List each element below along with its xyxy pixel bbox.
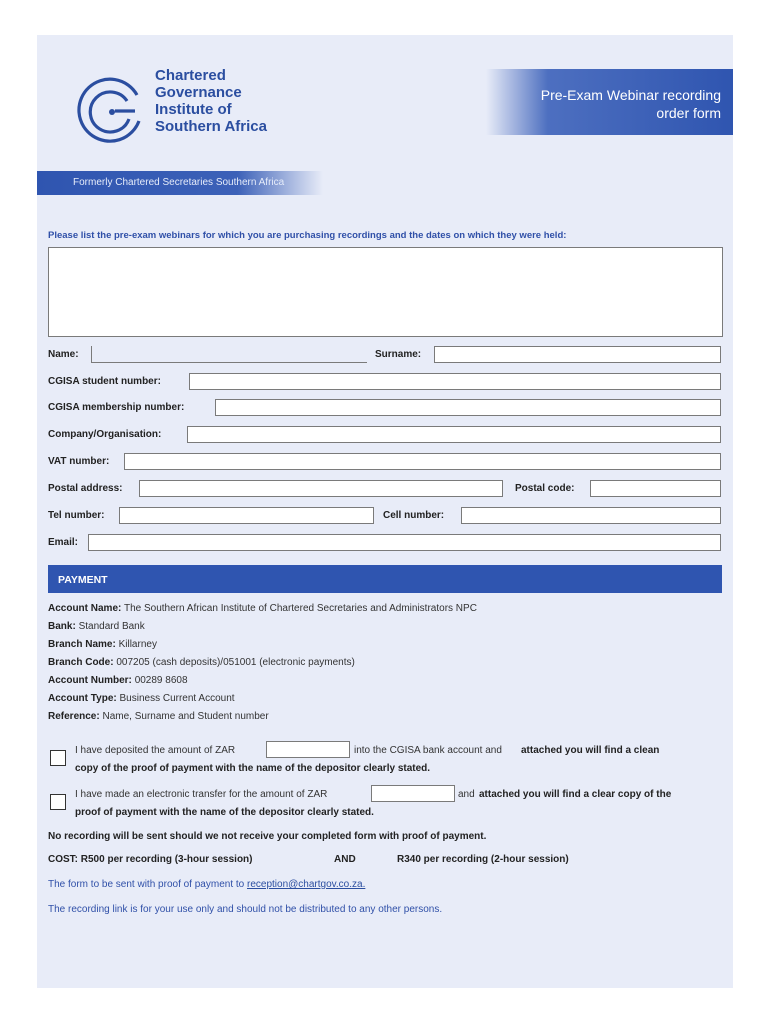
cost-3hr: COST: R500 per recording (3-hour session) [48, 854, 253, 865]
bank-row: Bank: Standard Bank [48, 621, 145, 632]
send-to-text: The form to be sent with proof of payment to reception@chartgov.co.za. [48, 879, 366, 890]
postal-address-label: Postal address: [48, 483, 123, 494]
deposit-text-d: copy of the proof of payment with the name of the depositor clearly stated. [75, 763, 431, 774]
deposit-checkbox[interactable] [50, 750, 66, 766]
eft-amount-field[interactable] [371, 785, 455, 802]
eft-text-a: I have made an electronic transfer for the amount of ZAR [75, 789, 328, 800]
form-title-band [486, 69, 733, 135]
org-name: Chartered Governance Institute of Southern Africa [155, 67, 267, 135]
form-page [37, 35, 733, 988]
deposit-amount-field[interactable] [266, 741, 350, 758]
account-name-row: Account Name: The Southern African Institute of Chartered Secretaries and Administrators NPC [48, 603, 477, 614]
postal-code-field[interactable] [590, 480, 721, 497]
account-number-row: Account Number: 00289 8608 [48, 675, 188, 686]
webinar-instruction: Please list the pre-exam webinars for which you are purchasing recordings and the dates on which they were held: [48, 230, 567, 241]
formerly-text: Formerly Chartered Secretaries Southern Africa [73, 177, 285, 188]
branch-code-row: Branch Code: 007205 (cash deposits)/051001 (electronic payments) [48, 657, 355, 668]
reception-email-link[interactable]: reception@chartgov.co.za. [247, 879, 366, 890]
formerly-band [37, 171, 323, 195]
disclaimer-text: The recording link is for your use only and should not be distributed to any other persons. [48, 904, 443, 915]
payment-title: PAYMENT [58, 574, 108, 586]
surname-label: Surname: [375, 349, 422, 360]
cost-and: AND [334, 854, 356, 865]
webinar-list-textarea[interactable] [48, 247, 723, 337]
email-label: Email: [48, 537, 79, 548]
tel-field[interactable] [119, 507, 374, 524]
membership-number-label: CGISA membership number: [48, 402, 185, 413]
vat-field[interactable] [124, 453, 721, 470]
cell-label: Cell number: [383, 510, 445, 521]
no-recording-notice: No recording will be sent should we not receive your completed form with proof of payment. [48, 831, 487, 842]
branch-name-row: Branch Name: Killarney [48, 639, 157, 650]
email-field[interactable] [88, 534, 721, 551]
tel-label: Tel number: [48, 510, 105, 521]
payment-header [48, 565, 722, 593]
company-field[interactable] [187, 426, 721, 443]
name-label: Name: [48, 349, 79, 360]
postal-address-field[interactable] [139, 480, 503, 497]
cell-field[interactable] [461, 507, 721, 524]
eft-text-b: and [458, 789, 475, 800]
name-field[interactable] [91, 346, 367, 363]
surname-field[interactable] [434, 346, 721, 363]
membership-number-field[interactable] [215, 399, 721, 416]
form-title: Pre-Exam Webinar recording order form [540, 87, 721, 121]
cgisa-logo-icon [75, 75, 147, 147]
vat-label: VAT number: [48, 456, 110, 467]
company-label: Company/Organisation: [48, 429, 162, 440]
account-type-row: Account Type: Business Current Account [48, 693, 235, 704]
eft-text-c: attached you will find a clear copy of the [479, 789, 672, 800]
reference-row: Reference: Name, Surname and Student number [48, 711, 269, 722]
eft-checkbox[interactable] [50, 794, 66, 810]
deposit-text-a: I have deposited the amount of ZAR [75, 745, 236, 756]
deposit-text-c: attached you will find a clean [521, 745, 660, 756]
cost-2hr: R340 per recording (2-hour session) [397, 854, 569, 865]
student-number-label: CGISA student number: [48, 376, 161, 387]
deposit-text-b: into the CGISA bank account and [354, 745, 502, 756]
eft-text-d: proof of payment with the name of the depositor clearly stated. [75, 807, 374, 818]
postal-code-label: Postal code: [515, 483, 575, 494]
student-number-field[interactable] [189, 373, 721, 390]
